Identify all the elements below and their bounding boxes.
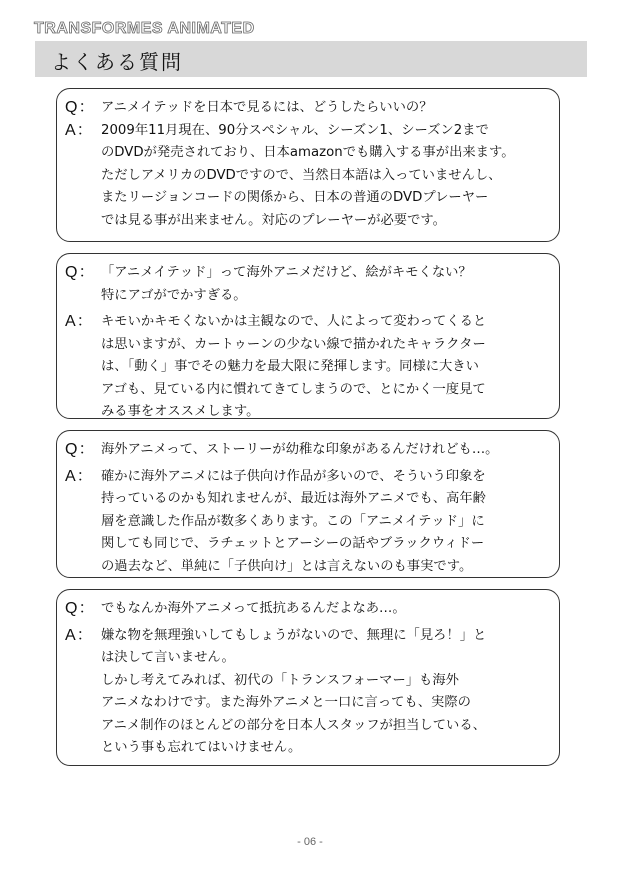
- answer-row: [65, 311, 551, 424]
- answer-row: [65, 120, 551, 233]
- page-title-bar: [35, 41, 587, 77]
- answer-text: しかし考えてみれば、初代の「トランスフォーマー」も海外: [101, 672, 459, 688]
- faq-item-1: [56, 88, 560, 242]
- answer-label: A：: [65, 626, 94, 644]
- question-text: でもなんか海外アニメって抵抗あるんだよなあ…。: [101, 601, 406, 616]
- answer-text: 持っているのかも知れませんが、最近は海外アニメでも、高年齢: [101, 491, 486, 506]
- question-row: [65, 97, 551, 120]
- answer-text: みる事をオススメします。: [101, 404, 260, 419]
- brand-logo-text: TRANSFORMES ANIMATED: [34, 20, 255, 37]
- answer-text: 層を意識した作品が数多くあります。この「アニメイテッド」に: [101, 513, 485, 529]
- answer-label: A：: [65, 121, 94, 139]
- question-label: Q：: [65, 99, 96, 116]
- answer-text: は、「動く」事でその魅力を最大限に発揮します。同様に大きい: [101, 359, 479, 374]
- answer-text: キモいかキモくないかは主観なので、人によって変わってくると: [101, 314, 487, 329]
- answer-text: またリージョンコードの関係から、日本の普通のDVDプレーヤー: [101, 190, 489, 205]
- answer-text: のDVDが発売されており、日本amazonでも購入する事が出来ます。: [101, 145, 515, 160]
- answer-text: 確かに海外アニメには子供向け作品が多いので、そういう印象を: [101, 468, 486, 484]
- answer-text: 嫌な物を無理強いしてもしょうがないので、無理に「見ろ！」と: [101, 627, 487, 643]
- answer-row: [65, 625, 551, 760]
- answer-label: A：: [65, 313, 94, 330]
- page-number: - 06 -: [297, 836, 323, 848]
- question-text: アニメイテッドを日本で見るには、どうしたらいいの？: [101, 100, 433, 115]
- question-label: Q：: [65, 264, 96, 281]
- faq-item-2: [56, 253, 560, 419]
- question-text: 海外アニメって、ストーリーが幼稚な印象があるんだけれども…。: [101, 442, 499, 457]
- answer-text: という事も忘れてはいけません。: [101, 740, 302, 755]
- question-row: [65, 262, 551, 307]
- question-text: 特にアゴがでかすぎる。: [101, 287, 247, 303]
- answer-text: アゴも、見ている内に慣れてきてしまうので、とにかく一度見て: [101, 381, 486, 397]
- page-title: よくある質問: [51, 50, 183, 74]
- question-row: [65, 439, 551, 462]
- answer-label: A：: [65, 467, 94, 485]
- answer-row: [65, 466, 551, 579]
- answer-text: 関しても同じで、ラチェットとアーシーの話やブラックウィドー: [101, 536, 485, 551]
- answer-text: ただしアメリカのDVDですので、当然日本語は入っていませんし、: [101, 167, 502, 183]
- answer-text: では見る事が出来ません。対応のプレーヤーが必要です。: [101, 212, 446, 228]
- answer-text: 2009年11月現在、90分スペシャル、シーズン1、シーズン2まで: [101, 122, 489, 138]
- answer-text: アニメなわけです。また海外アニメと一口に言っても、実際の: [101, 695, 471, 710]
- question-text: 「アニメイテッド」って海外アニメだけど、絵がキモくない？: [101, 265, 472, 280]
- answer-text: の過去など、単純に「子供向け」とは言えないのも事実です。: [101, 558, 473, 574]
- answer-text: は決して言いません。: [101, 650, 235, 665]
- question-row: [65, 598, 551, 621]
- faq-item-3: [56, 430, 560, 578]
- answer-text: アニメ制作のほとんどの部分を日本人スタッフが担当している、: [101, 717, 486, 733]
- answer-text: は思いますが、カートゥーンの少ない線で描かれたキャラクター: [101, 336, 486, 352]
- question-label: Q：: [65, 441, 96, 458]
- faq-item-4: [56, 589, 560, 766]
- question-label: Q：: [65, 600, 96, 617]
